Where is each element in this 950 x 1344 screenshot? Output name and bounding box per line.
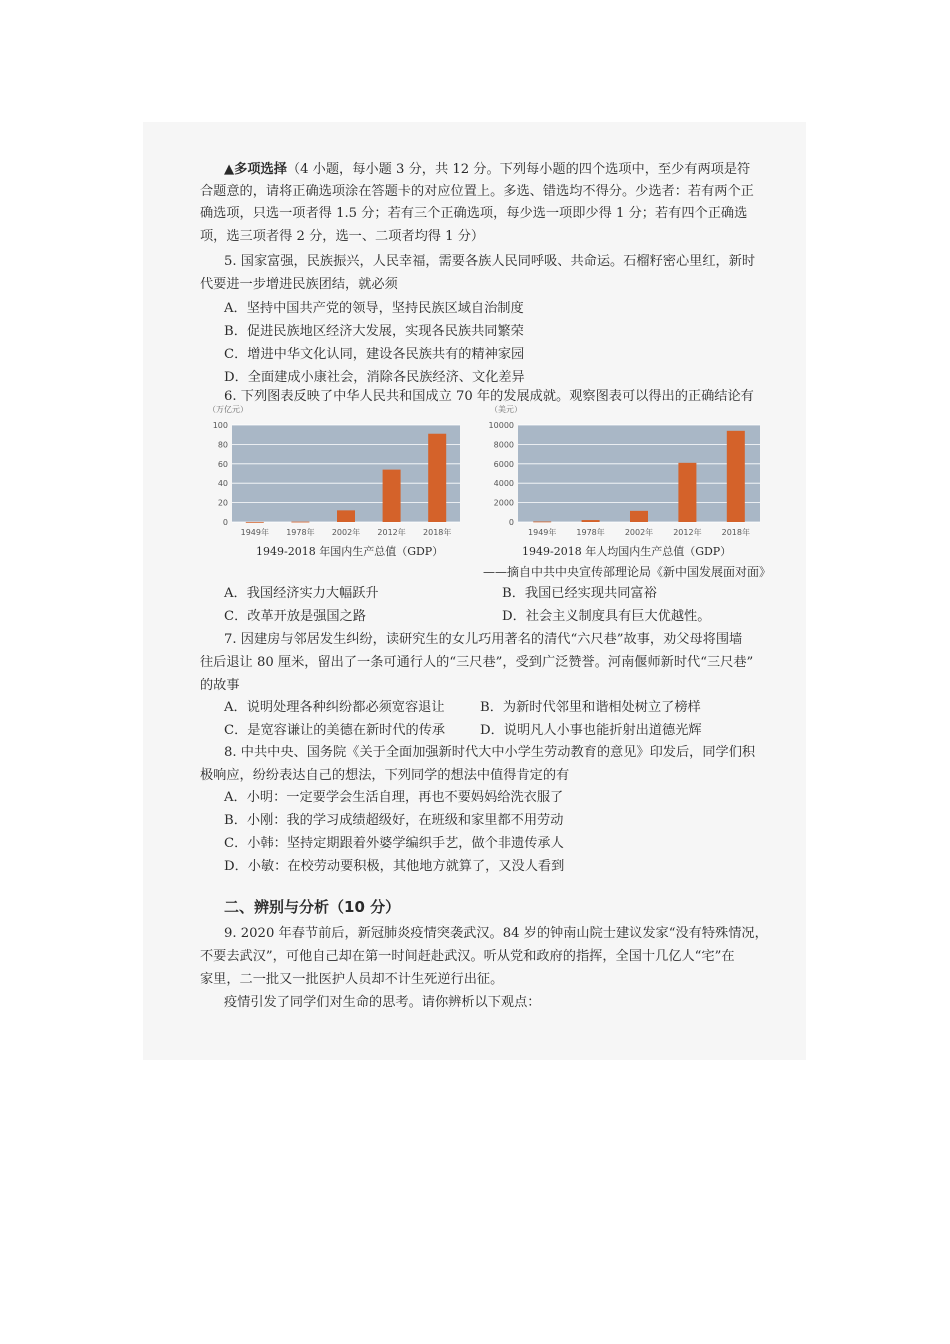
q7-option-b: B．为新时代邻里和谐相处树立了榜样 [480,700,701,715]
y-tick-label: 100 [212,421,228,430]
y-tick-label: 8000 [493,440,514,450]
section-multi-instructions-4: 项，选三项者得 2 分，选一、二项者均得 1 分） [200,229,485,244]
y-tick-label: 2000 [493,498,514,508]
bar [246,522,264,523]
y-tick-label: 0 [222,518,228,527]
per-capita-gdp-bar-chart [480,415,765,545]
x-tick-label: 2018年 [423,528,452,537]
section-multi-heading [224,158,750,177]
q8-option-b: B．小刚：我的学习成绩超级好，在班级和家里都不用劳动 [224,813,564,828]
triangle-marker-icon: ▲ [224,162,235,177]
q6-option-a: A．我国经济实力大幅跃升 [224,586,379,601]
bar [678,463,696,522]
chart2-title: 1949-2018 年人均国内生产总值（GDP） [522,545,732,558]
y-tick-label: 80 [217,440,228,450]
bar [582,520,600,522]
q9-stem-3: 家里，二一批又一批医护人员却不计生死逆行出征。 [200,972,504,987]
section-two-title: 二、辨别与分析（10 分） [224,898,401,916]
q6-option-d: D．社会主义制度具有巨大优越性。 [502,609,711,624]
plot-area [518,425,760,522]
q5-option-c: C．增进中华文化认同，建设各民族共有的精神家园 [224,347,525,362]
q5-stem-1: 5. 国家富强，民族振兴，人民幸福，需要各族人民同呼吸、共命运。石榴籽密心里红，新时 [224,254,756,269]
y-tick-label: 60 [217,459,228,469]
q9-stem-1: 9. 2020 年春节前后，新冠肺炎疫情突袭武汉。84 岁的钟南山院士建议发家“没有特殊情况， [224,926,768,941]
bar [291,522,309,523]
x-tick-label: 1978年 [576,528,605,537]
chart1-unit: （万亿元） [208,405,248,414]
bar [727,431,745,522]
chart2-unit: （美元） [490,405,522,414]
bar [428,434,446,522]
y-tick-label: 40 [217,479,228,489]
y-tick-label: 0 [508,518,514,527]
plot-area [232,425,460,522]
q5-option-a: A．坚持中国共产党的领导，坚持民族区域自治制度 [224,301,524,316]
q7-option-d: D．说明凡人小事也能折射出道德光辉 [480,723,702,738]
q8-option-d: D．小敏：在校劳动要积极，其他地方就算了，又没人看到 [224,859,565,874]
q6-stem: 6. 下列图表反映了中华人民共和国成立 70 年的发展成就。观察图表可以得出的正确结论有 [224,389,754,404]
q5-option-b: B．促进民族地区经济大发展，实现各民族共同繁荣 [224,324,524,339]
q8-stem-2: 极响应，纷纷表达自己的想法，下列同学的想法中值得肯定的有 [200,768,570,783]
y-tick-label: 20 [217,498,228,508]
q6-option-c: C．改革开放是强国之路 [224,609,366,624]
y-tick-label: 6000 [493,459,514,469]
x-tick-label: 2012年 [673,528,702,537]
q8-stem-1: 8. 中共中央、国务院《关于全面加强新时代大中小学生劳动教育的意见》印发后，同学们积 [224,745,756,760]
section-multi-instructions-2: 合题意的，请将正确选项涂在答题卡的对应位置上。多选、错选均不得分。少选者：若有两个正 [200,184,754,199]
section-multi-instructions-3: 确选项，只选一项者得 1.5 分；若有三个正确选项，每少选一项即少得 1 分；若有四个正确选 [200,206,748,221]
q7-stem-3: 的故事 [200,678,240,693]
q5-stem-2: 代要进一步增进民族团结，就必须 [200,277,398,292]
q7-option-a: A．说明处理各种纠纷都必须宽容退让 [224,700,445,715]
x-tick-label: 1978年 [286,528,315,537]
y-tick-label: 4000 [493,479,514,489]
y-tick-label: 10000 [488,421,514,430]
q9-stem-4: 疫情引发了同学们对生命的思考。请你辨析以下观点： [224,995,541,1010]
q7-stem-1: 7. 因建房与邻居发生纠纷，读研究生的女儿巧用著名的清代“六尺巷”故事，劝父母将围墙 [224,632,743,647]
q8-option-c: C．小韩：坚持定期跟着外婆学编织手艺，做个非遗传承人 [224,836,564,851]
q6-source: ——摘自中共中央宣传部理论局《新中国发展面对面》 [483,565,772,579]
q8-option-a: A．小明：一定要学会生活自理，再也不要妈妈给洗衣服了 [224,790,564,805]
gdp-bar-chart [200,415,470,545]
bar [533,522,551,523]
q6-option-b: B．我国已经实现共同富裕 [502,586,657,601]
bar [630,511,648,522]
q5-option-d: D．全面建成小康社会，消除各民族经济、文化差异 [224,370,525,385]
x-tick-label: 2018年 [721,528,750,537]
x-tick-label: 2002年 [624,528,654,537]
x-tick-label: 1949年 [240,528,269,537]
q9-stem-2: 不要去武汉”，可他自己却在第一时间赶赴武汉。听从党和政府的指挥，全国十几亿人“宅”在 [200,949,735,964]
q7-option-c: C．是宽容谦让的美德在新时代的传承 [224,723,446,738]
bar [337,510,355,522]
bar [383,470,401,522]
chart1-title: 1949-2018 年国内生产总值（GDP） [256,545,444,558]
x-tick-label: 1949年 [528,528,557,537]
x-tick-label: 2012年 [377,528,406,537]
section-multi-instructions-1: （4 小题，每小题 3 分，共 12 分。下列每小题的四个选项中，至少有两项是符 [286,162,751,177]
section-multi-title: 多项选择 [234,162,287,177]
q7-stem-2: 往后退让 80 厘米，留出了一条可通行人的“三尺巷”，受到广泛赞誉。河南偃师新时代“三尺巷” [200,655,754,670]
x-tick-label: 2002年 [331,528,361,537]
